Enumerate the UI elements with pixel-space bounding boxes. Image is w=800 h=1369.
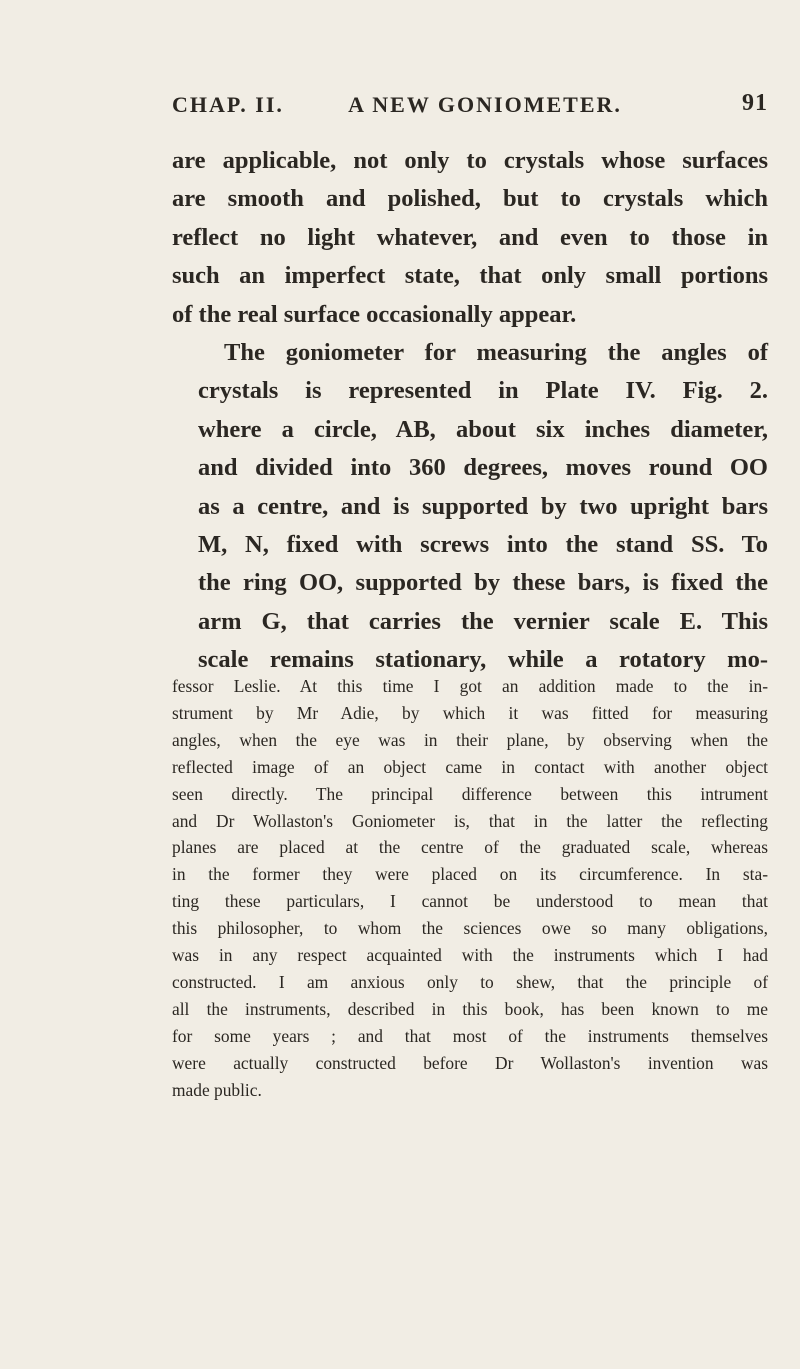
footnote-line: were actually constructed before Dr Wollaston's invention was bbox=[172, 1052, 768, 1073]
text-line: scale remains stationary, while a rotatory mo- bbox=[198, 646, 768, 674]
paragraph-1 bbox=[172, 142, 768, 334]
footnote-line: in the former they were placed on its circumference. In sta- bbox=[172, 864, 768, 885]
paragraph-2 bbox=[172, 334, 768, 680]
footnote-line: all the instruments, described in this book, has been known to me bbox=[172, 998, 768, 1019]
footnote-line: angles, when the eye was in their plane, by observing when the bbox=[172, 729, 768, 750]
footnote-line: planes are placed at the centre of the graduated scale, whereas bbox=[172, 837, 768, 858]
text-line: M, N, fixed with screws into the stand SS. To bbox=[198, 531, 768, 559]
text-line: where a circle, AB, about six inches diameter, bbox=[198, 415, 768, 443]
text-line: reflect no light whatever, and even to those in bbox=[172, 223, 768, 251]
footnote-line: strument by Mr Adie, by which it was fitted for measuring bbox=[172, 702, 768, 723]
footnote-line: made public. bbox=[172, 1079, 262, 1100]
footnote-line: fessor Leslie. At this time I got an addition made to the in- bbox=[172, 676, 768, 696]
footnote-line: reflected image of an object came in contact with another object bbox=[172, 756, 768, 777]
page-number: 91 bbox=[742, 90, 768, 116]
footnote-line: for some years ; and that most of the instruments themselves bbox=[172, 1025, 768, 1046]
footnote-line: seen directly. The principal difference between this intrument bbox=[172, 783, 768, 804]
footnote bbox=[172, 673, 768, 1104]
text-line: such an imperfect state, that only small portions bbox=[172, 262, 768, 290]
text-line: are applicable, not only to crystals whose surfaces bbox=[172, 147, 768, 174]
main-text bbox=[172, 142, 768, 680]
text-line: crystals is represented in Plate IV. Fig. 2. bbox=[198, 377, 768, 405]
text-line: arm G, that carries the vernier scale E. This bbox=[198, 607, 768, 635]
text-line: the ring OO, supported by these bars, is fixed the bbox=[198, 569, 768, 597]
text-line: as a centre, and is supported by two upright bars bbox=[198, 492, 768, 520]
text-line: are smooth and polished, but to crystals which bbox=[172, 185, 768, 213]
text-line: of the real surface occasionally appear. bbox=[172, 300, 577, 328]
footnote-line: this philosopher, to whom the sciences owe so many obligations, bbox=[172, 918, 768, 939]
running-title: A NEW GONIOMETER. bbox=[348, 92, 622, 117]
text-line: The goniometer for measuring the angles of bbox=[224, 339, 768, 367]
chapter-label: CHAP. II. bbox=[172, 92, 284, 117]
footnote-line: ting these particulars, I cannot be understood to mean that bbox=[172, 891, 768, 912]
running-head bbox=[172, 86, 768, 126]
text-line: and divided into 360 degrees, moves round OO bbox=[198, 454, 768, 482]
footnote-line: was in any respect acquainted with the instruments which I had bbox=[172, 945, 768, 966]
footnote-line: and Dr Wollaston's Goniometer is, that in the latter the reflecting bbox=[172, 810, 768, 831]
footnote-line: constructed. I am anxious only to shew, that the principle of bbox=[172, 971, 768, 992]
